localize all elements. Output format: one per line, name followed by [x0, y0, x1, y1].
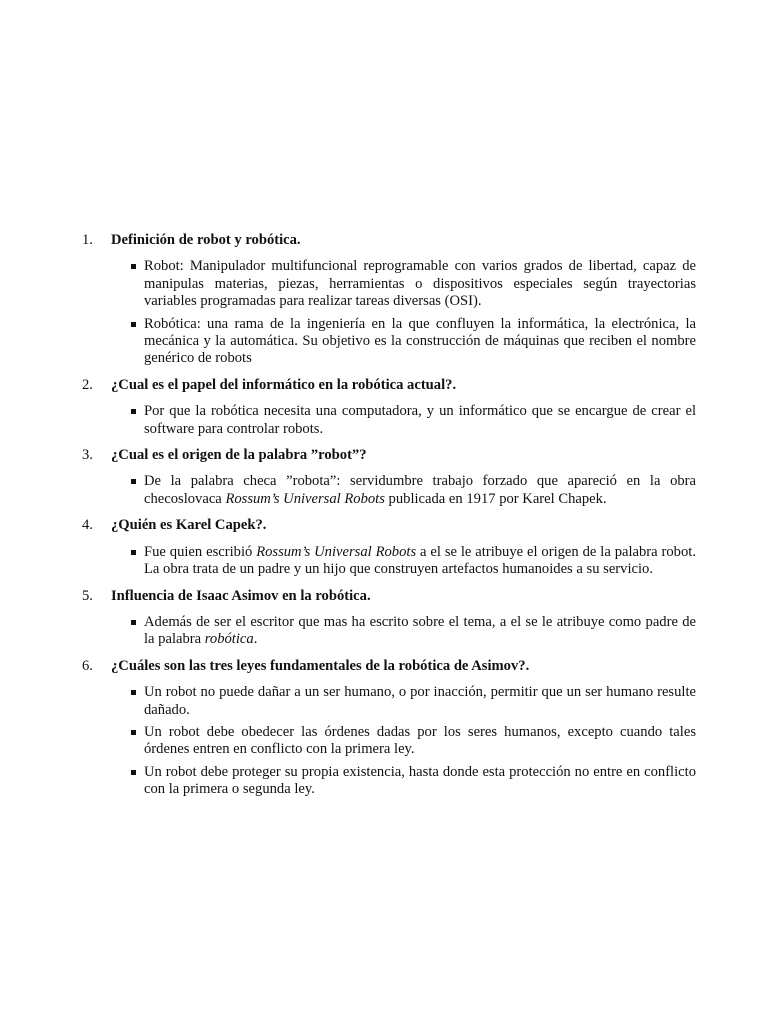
question-item [82, 232, 696, 368]
answer-text: Un robot debe proteger su propia existencia, hasta donde esta protección no entre en conflicto con la primera o segunda ley. [144, 763, 696, 798]
answer-text-after: . [253, 631, 258, 648]
bullet-square-icon [131, 730, 136, 735]
question-item [82, 517, 696, 578]
answer-item [144, 684, 696, 719]
answer-item [144, 764, 696, 799]
bullet-square-icon [131, 550, 136, 555]
question-title: ¿Cual es el papel del informático en la robótica actual?. [111, 376, 457, 393]
answer-text-after: publicada en 1917 por Karel Chapek. [384, 490, 607, 507]
bullet-square-icon [131, 264, 136, 269]
answer-item [144, 614, 696, 649]
question-number: 3. [82, 447, 93, 464]
question-title: ¿Quién es Karel Capek?. [111, 517, 267, 534]
answer-list [82, 614, 696, 649]
question-number: 6. [82, 657, 93, 674]
answer-text: Un robot no puede dañar a un ser humano, o por inacción, permitir que un ser humano resulte dañado. [144, 684, 696, 718]
answer-list [82, 403, 696, 438]
question-item [82, 447, 696, 508]
question-title: Influencia de Isaac Asimov en la robótica. [111, 587, 371, 604]
answer-text-after: a el se le atribuye el origen de la palabra robot. La obra trata de un padre y un hijo que construyen artefactos humanoides a su servicio. [144, 543, 696, 578]
question-item [82, 658, 696, 799]
question-number: 4. [82, 517, 93, 534]
bullet-square-icon [131, 322, 136, 327]
answer-text: Por que la robótica necesita una computadora, y un informático que se encargue de crear el software para controlar robots. [144, 403, 696, 437]
bullet-square-icon [131, 770, 136, 775]
answer-text: Robótica: una rama de la ingeniería en la que confluyen la informática, la electrónica, la mecánica y la automática. Su objetivo es la construcción de máquinas que reciben el nombre genérico de robots [144, 315, 696, 367]
book-title-emphasis: Rossum’s Universal Robots [256, 543, 417, 560]
answer-list [82, 473, 696, 508]
question-number: 1. [82, 232, 93, 248]
book-title-emphasis: Rossum’s Universal Robots [225, 490, 385, 507]
answer-list [82, 684, 696, 798]
bullet-square-icon [131, 479, 136, 484]
question-title: Definición de robot y robótica. [111, 232, 301, 248]
question-number: 2. [82, 376, 93, 393]
answer-item [144, 258, 696, 310]
answer-item [144, 316, 696, 368]
answer-text: Robot: Manipulador multifuncional reprogramable con varios grados de libertad, capaz de manipulas materias, piezas, herramientas o dispositivos especiales según trayectorias variables programadas para realizar tareas diversas (OSI). [144, 258, 696, 310]
answer-text-before: De la palabra checa ”robota”: servidumbre trabajo forzado que apareció en la obra checoslovaca [144, 473, 696, 507]
answer-item [144, 403, 696, 438]
question-title: ¿Cuáles son las tres leyes fundamentales de la robótica de Asimov?. [111, 657, 530, 674]
answer-list [82, 544, 696, 579]
question-title: ¿Cual es el origen de la palabra ”robot”? [111, 447, 367, 464]
answer-item [144, 544, 696, 579]
answer-text-before: Además de ser el escritor que mas ha escrito sobre el tema, a el se le atribuye como padre de la palabra [144, 613, 696, 648]
question-list [82, 232, 696, 804]
bullet-square-icon [131, 690, 136, 695]
answer-text: Un robot debe obedecer las órdenes dadas por los seres humanos, excepto cuando tales órdenes entren en conflicto con la primera ley. [144, 723, 696, 758]
answer-item [144, 473, 696, 508]
question-item [82, 588, 696, 649]
question-number: 5. [82, 587, 93, 604]
bullet-square-icon [131, 620, 136, 625]
bullet-square-icon [131, 409, 136, 414]
answer-text-before: Fue quien escribió [144, 543, 257, 560]
answer-item [144, 724, 696, 759]
term-emphasis: robótica [204, 631, 254, 648]
answer-list [82, 258, 696, 367]
question-item [82, 377, 696, 438]
